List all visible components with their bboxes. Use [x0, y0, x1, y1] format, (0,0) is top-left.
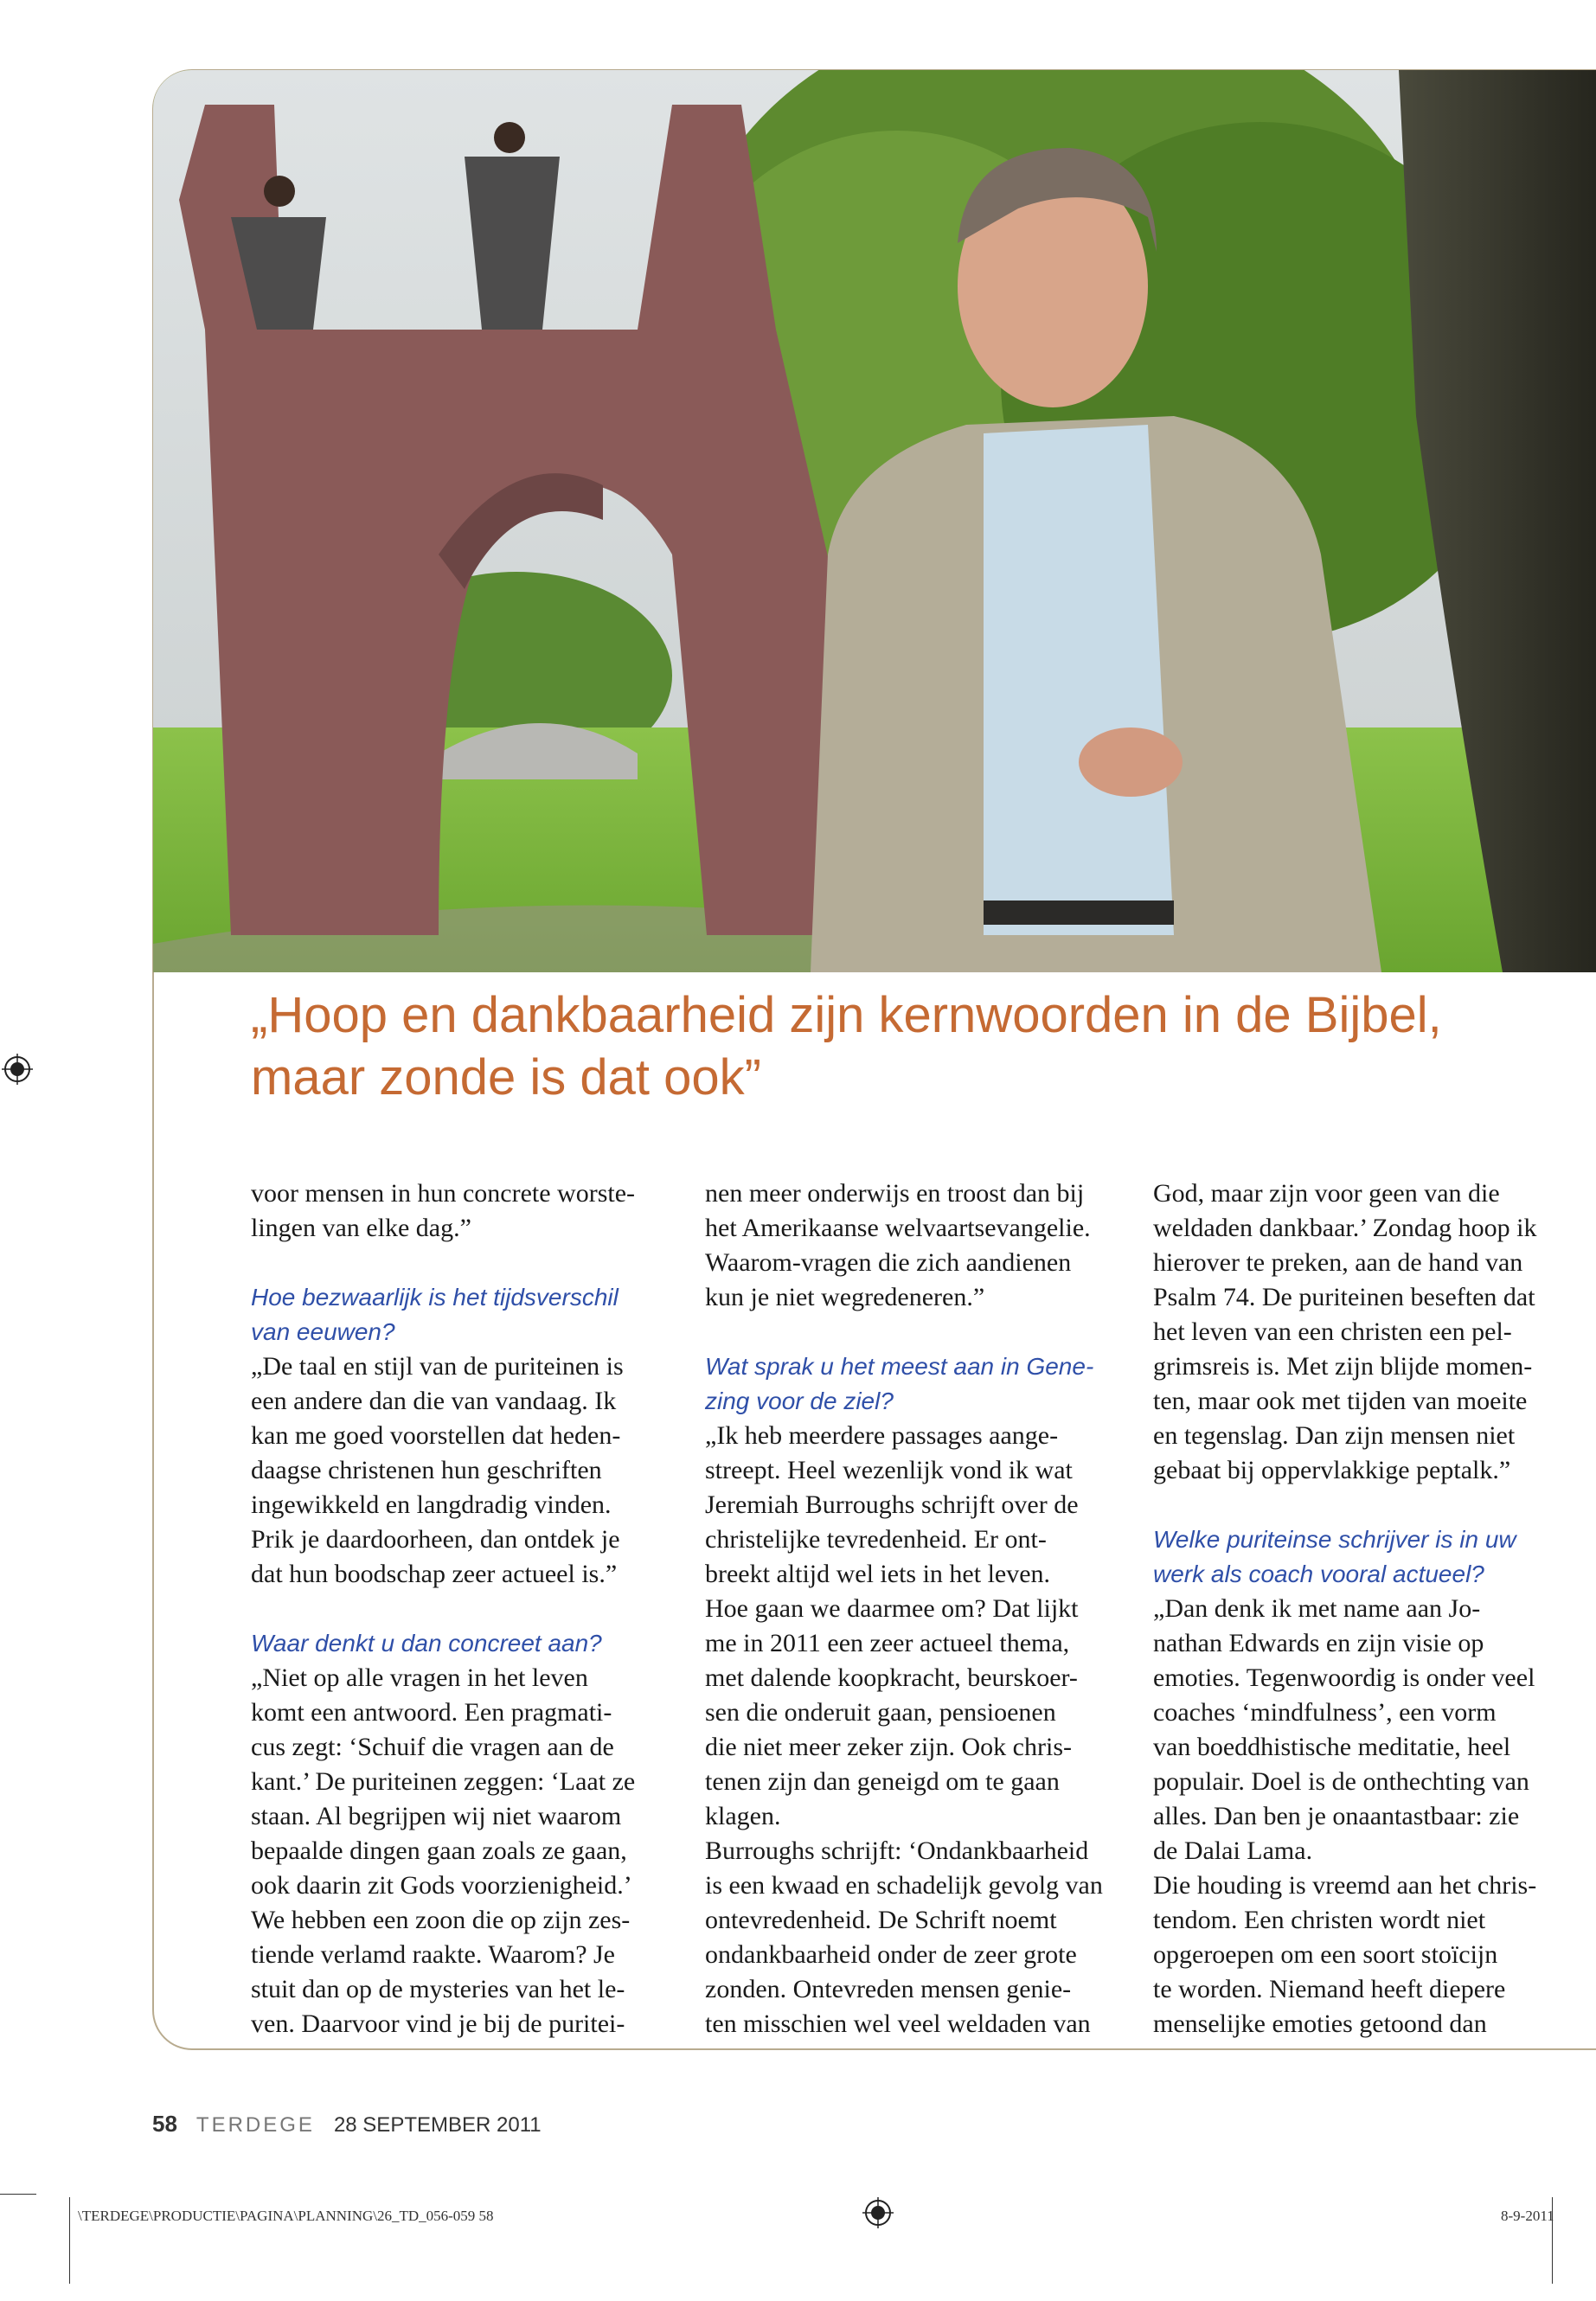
text-line: zing voor de ziel? [705, 1388, 894, 1414]
text-line: Wat sprak u het meest aan in Gene- [705, 1353, 1094, 1380]
text-line: God, maar zijn voor geen van die [1153, 1179, 1500, 1208]
pull-quote [251, 984, 1531, 1109]
text-line: en tegenslag. Dan zijn mensen niet [1153, 1421, 1516, 1450]
text-line: nathan Edwards en zijn visie op [1153, 1629, 1484, 1657]
text-line: Waarom-vragen die zich aandienen [705, 1248, 1072, 1277]
body-paragraph [251, 1349, 675, 1592]
body-paragraph [705, 1419, 1129, 2041]
portrait-photo [153, 70, 1596, 972]
text-line: ontevredenheid. De Schrift noemt [705, 1906, 1057, 1934]
text-line: ven. Daarvoor vind je bij de puritei- [251, 2009, 625, 2038]
text-line: „De taal en stijl van de puriteinen is [251, 1352, 624, 1381]
text-line: kan me goed voorstellen dat heden- [251, 1421, 621, 1450]
article-column-3 [1153, 1176, 1577, 2041]
text-line: Hoe gaan we daarmee om? Dat lijkt [705, 1594, 1079, 1623]
text-line: christelijke tevredenheid. Er ont- [705, 1525, 1047, 1554]
text-line: ondankbaarheid onder de zeer grote [705, 1940, 1077, 1969]
text-line: daagse christenen hun geschriften [251, 1456, 602, 1484]
issue-date: 28 SEPTEMBER 2011 [333, 2113, 542, 2137]
text-line: tiende verlamd raakte. Waarom? Je [251, 1940, 615, 1969]
article-column-1 [251, 1176, 675, 2041]
text-line: kant.’ De puriteinen zeggen: ‘Laat ze [251, 1767, 636, 1796]
text-line: me in 2011 een zeer actueel thema, [705, 1629, 1070, 1657]
text-line: de Dalai Lama. [1153, 1836, 1313, 1865]
text-line: komt een antwoord. Een pragmati- [251, 1698, 612, 1727]
text-line: het leven van een christen een pel- [1153, 1317, 1512, 1346]
text-line: ten misschien wel veel weldaden van [705, 2009, 1091, 2038]
page-number: 58 [152, 2111, 177, 2137]
text-line: tenen zijn dan geneigd om te gaan [705, 1767, 1060, 1796]
text-line: Prik je daardoorheen, dan ontdek je [251, 1525, 620, 1554]
text-line: is een kwaad en schadelijk gevolg van [705, 1871, 1103, 1900]
text-line: emoties. Tegenwoordig is onder veel [1153, 1663, 1535, 1692]
text-line: stuit dan op de mysteries van het le- [251, 1975, 625, 2003]
text-line: van boeddhistische meditatie, heel [1153, 1733, 1511, 1761]
text-line: grimsreis is. Met zijn blijde momen- [1153, 1352, 1533, 1381]
text-line: „Ik heb meerdere passages aange- [705, 1421, 1059, 1450]
text-line: Die houding is vreemd aan het chris- [1153, 1871, 1537, 1900]
text-line: lingen van elke dag.” [251, 1214, 471, 1242]
text-line: Burroughs schrijft: ‘Ondankbaarheid [705, 1836, 1089, 1865]
article-column-2 [705, 1176, 1129, 2041]
body-paragraph [705, 1176, 1129, 1315]
text-line: Welke puriteinse schrijver is in uw [1153, 1526, 1516, 1553]
registration-mark-icon [2, 1054, 33, 1085]
page-footer [152, 2111, 542, 2138]
pull-quote-line: maar zonde is dat ook” [251, 1049, 761, 1106]
text-line: een andere dan die van vandaag. Ik [251, 1387, 617, 1415]
text-line: tendom. Een christen wordt niet [1153, 1906, 1486, 1934]
text-line: het Amerikaanse welvaartsevangelie. [705, 1214, 1091, 1242]
text-line: Hoe bezwaarlijk is het tijdsverschil [251, 1284, 619, 1311]
text-line: We hebben een zoon die op zijn zes- [251, 1906, 631, 1934]
text-line: breekt altijd wel iets in het leven. [705, 1560, 1051, 1588]
text-line: hierover te preken, aan de hand van [1153, 1248, 1523, 1277]
interview-question [251, 1280, 675, 1349]
text-line: „Niet op alle vragen in het leven [251, 1663, 588, 1692]
text-line: populair. Doel is de onthechting van [1153, 1767, 1529, 1796]
text-line: dat hun boodschap zeer actueel is.” [251, 1560, 618, 1588]
text-line: opgeroepen om een soort stoïcijn [1153, 1940, 1498, 1969]
text-line: bepaalde dingen gaan zoals ze gaan, [251, 1836, 627, 1865]
text-line: voor mensen in hun concrete worste- [251, 1179, 636, 1208]
text-line: Psalm 74. De puriteinen beseften dat [1153, 1283, 1535, 1311]
text-line: Jeremiah Burroughs schrijft over de [705, 1490, 1079, 1519]
body-paragraph [1153, 1592, 1577, 2041]
text-line: werk als coach vooral actueel? [1153, 1561, 1484, 1587]
text-line: sen die onderuit gaan, pensioenen [705, 1698, 1056, 1727]
text-line: met dalende koopkracht, beurskoer- [705, 1663, 1078, 1692]
text-line: gebaat bij oppervlakkige peptalk.” [1153, 1456, 1511, 1484]
crop-mark [0, 2194, 36, 2195]
text-line: nen meer onderwijs en troost dan bij [705, 1179, 1085, 1208]
body-paragraph [251, 1661, 675, 2041]
pull-quote-line: „Hoop en dankbaarheid zijn kernwoorden in de Bijbel, [251, 987, 1442, 1043]
text-line: „Dan denk ik met name aan Jo- [1153, 1594, 1481, 1623]
registration-mark-icon [862, 2197, 894, 2228]
text-line: die niet meer zeker zijn. Ook chris- [705, 1733, 1072, 1761]
text-line: ook daarin zit Gods voorzienigheid.’ [251, 1871, 632, 1900]
interview-question [705, 1349, 1129, 1419]
interview-question [1153, 1522, 1577, 1592]
text-line: menselijke emoties getoond dan [1153, 2009, 1487, 2038]
interview-question [251, 1626, 675, 1661]
crop-mark [69, 2197, 70, 2284]
print-slug-path: \TERDEGE\PRODUCTIE\PAGINA\PLANNING\26_TD_056-059 58 [78, 2208, 494, 2224]
text-line: zonden. Ontevreden mensen genie- [705, 1975, 1072, 2003]
magazine-name: TERDEGE [195, 2113, 315, 2137]
text-line: klagen. [705, 1802, 781, 1830]
text-line: staan. Al begrijpen wij niet waarom [251, 1802, 622, 1830]
text-line: kun je niet wegredeneren.” [705, 1283, 985, 1311]
text-line: Waar denkt u dan concreet aan? [251, 1630, 602, 1657]
text-line: van eeuwen? [251, 1318, 395, 1345]
print-slug-date: 8-9-2011 [1501, 2208, 1554, 2224]
text-line: weldaden dankbaar.’ Zondag hoop ik [1153, 1214, 1537, 1242]
text-line: cus zegt: ‘Schuif die vragen aan de [251, 1733, 614, 1761]
text-line: streept. Heel wezenlijk vond ik wat [705, 1456, 1073, 1484]
body-paragraph [1153, 1176, 1577, 1488]
text-line: alles. Dan ben je onaantastbaar: zie [1153, 1802, 1520, 1830]
text-line: ingewikkeld en langdradig vinden. [251, 1490, 612, 1519]
body-paragraph [251, 1176, 675, 1246]
text-line: ten, maar ook met tijden van moeite [1153, 1387, 1528, 1415]
text-line: coaches ‘mindfulness’, een vorm [1153, 1698, 1497, 1727]
text-line: te worden. Niemand heeft diepere [1153, 1975, 1506, 2003]
